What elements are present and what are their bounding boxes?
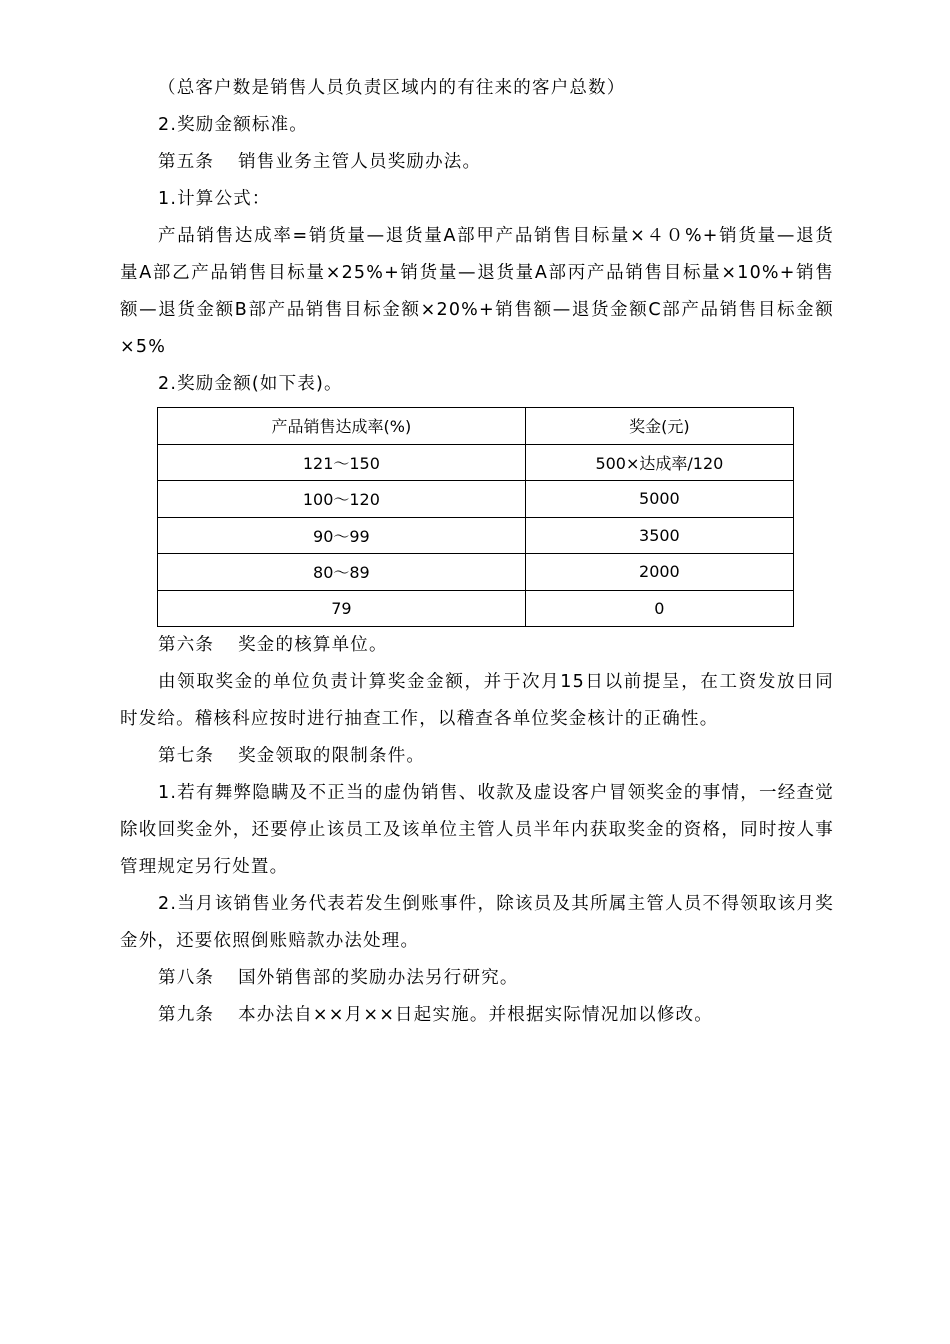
article-5 [120,144,834,181]
table-row [158,444,794,481]
article-6-number: 第六条 [158,635,215,655]
table-row [158,554,794,591]
article-7 [120,738,834,775]
table-cell-bonus: 2000 [525,554,793,591]
article-6-title: 奖金的核算单位。 [238,635,388,655]
table-cell-rate: 100～120 [158,481,526,518]
reward-standard-heading: 2.奖励金额标准。 [158,115,308,135]
article-9 [120,997,834,1034]
article-8 [120,960,834,997]
article-9-number: 第九条 [158,1005,215,1025]
document-page [120,70,834,1034]
table-cell-bonus: 5000 [525,481,793,518]
article-8-number: 第八条 [158,968,215,988]
article-7-item-2: 2.当月该销售业务代表若发生倒账事件，除该员及其所属主管人员不得领取该月奖金外，还要依照倒账赔款办法处理。 [120,894,834,951]
table-cell-rate: 90～99 [158,517,526,554]
note-total-customers: （总客户数是销售人员负责区域内的有往来的客户总数） [158,78,626,98]
article-7-number: 第七条 [158,746,215,766]
article-7-item-1: 1.若有舞弊隐瞒及不正当的虚伪销售、收款及虚设客户冒领奖金的事情，一经查觉除收回奖金外，还要停止该员工及该单位主管人员半年内获取奖金的资格，同时按人事管理规定另行处置。 [120,783,834,877]
table-cell-bonus: 500×达成率/120 [525,444,793,481]
formula-text: 产品销售达成率=销货量—退货量A部甲产品销售目标量×４０%+销货量—退货量A部乙产品销售目标量×25%+销货量—退货量A部丙产品销售目标量×10%+销售额—退货金额B部产品销售目标金额×20%+销售额—退货金额C部产品销售目标金额×5% [120,226,834,357]
table-cell-rate: 80～89 [158,554,526,591]
table-header-bonus: 奖金(元) [525,408,793,445]
table-header-row [158,408,794,445]
article-5-title: 销售业务主管人员奖励办法。 [238,152,482,172]
formula-heading: 1.计算公式： [158,189,271,209]
table-row [158,590,794,627]
article-6 [120,627,834,664]
article-7-title: 奖金领取的限制条件。 [238,746,426,766]
table-header-rate: 产品销售达成率(%) [158,408,526,445]
reward-amount-heading: 2.奖励金额(如下表)。 [158,374,343,394]
article-5-number: 第五条 [158,152,215,172]
table-cell-bonus: 0 [525,590,793,627]
table-cell-bonus: 3500 [525,517,793,554]
article-6-body: 由领取奖金的单位负责计算奖金金额，并于次月15日以前提呈，在工资发放日同时发给。稽核科应按时进行抽查工作，以稽查各单位奖金核计的正确性。 [120,672,834,729]
article-9-title: 本办法自××月××日起实施。并根据实际情况加以修改。 [238,1005,713,1025]
article-8-title: 国外销售部的奖励办法另行研究。 [238,968,519,988]
table-cell-rate: 121～150 [158,444,526,481]
bonus-table [157,407,794,627]
table-cell-rate: 79 [158,590,526,627]
table-row [158,517,794,554]
table-row [158,481,794,518]
